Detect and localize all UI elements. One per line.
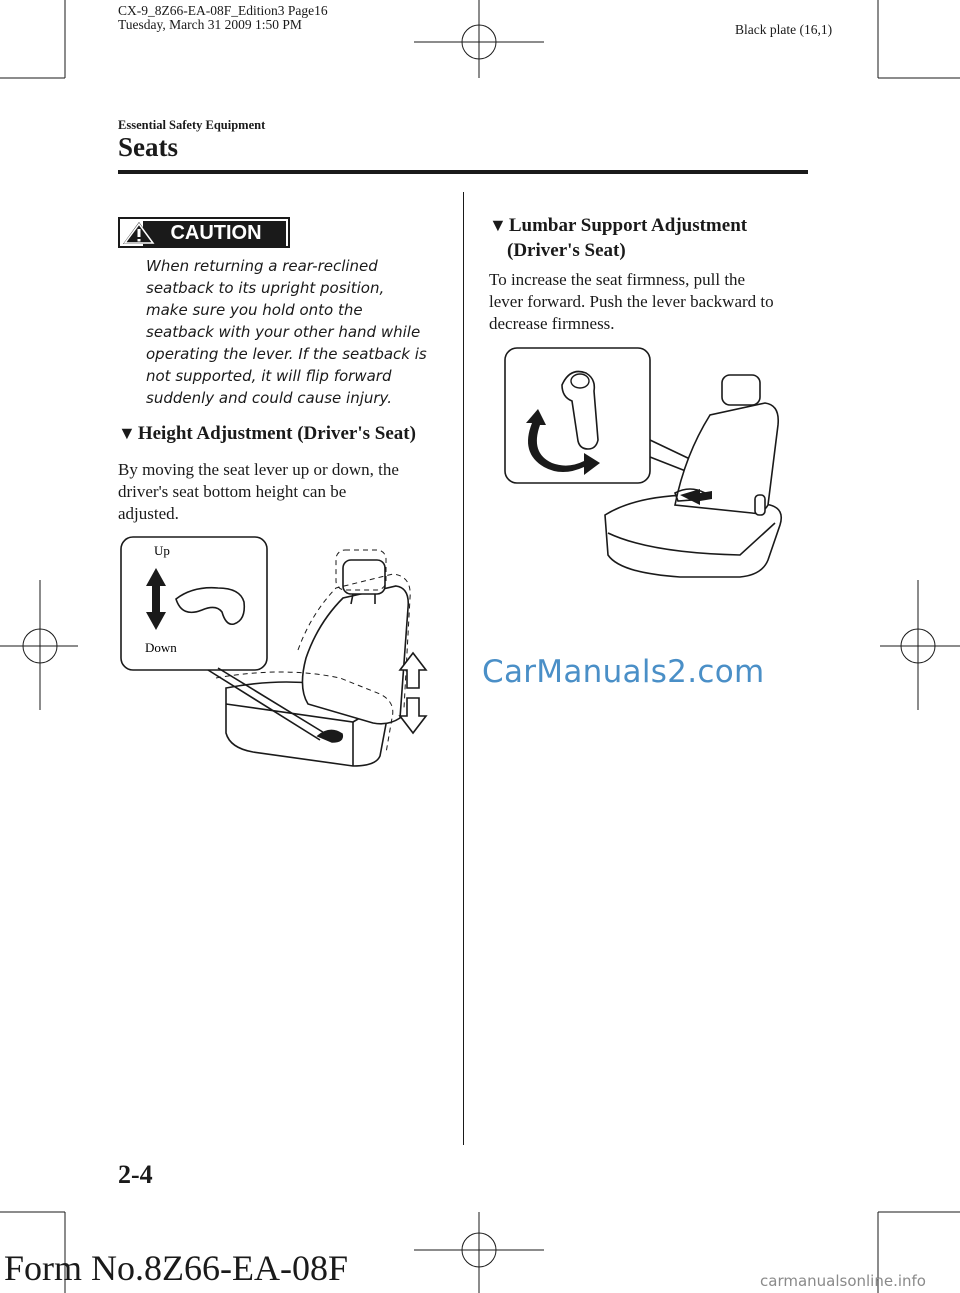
page-title: Seats <box>118 132 178 162</box>
body-line: To increase the seat firmness, pull the <box>489 270 746 289</box>
watermark: CarManuals2.com <box>482 654 765 690</box>
body-line: decrease firmness. <box>489 314 615 333</box>
page-number: 2-4 <box>118 1160 153 1189</box>
column-divider <box>463 192 464 1145</box>
section-marker-icon: ▼ <box>118 423 136 443</box>
height-adjustment-illustration <box>118 528 458 773</box>
caution-line: operating the lever. If the seatback is <box>146 345 427 363</box>
height-adjustment-heading <box>118 421 416 446</box>
section-category: Essential Safety Equipment <box>118 118 266 132</box>
caution-line: When returning a rear-reclined <box>146 257 378 275</box>
lumbar-support-heading-line2: (Driver's Seat) <box>507 240 626 261</box>
print-info <box>118 4 328 32</box>
body-line: lever forward. Push the lever backward to <box>489 292 774 311</box>
caution-line: suddenly and could cause injury. <box>146 389 393 407</box>
caution-line: make sure you hold onto the <box>146 301 363 319</box>
caution-line: seatback to its upright position, <box>146 279 385 297</box>
form-number: Form No.8Z66-EA-08F <box>4 1248 348 1288</box>
height-adjustment-body <box>118 459 458 525</box>
caution-text <box>146 255 446 409</box>
title-rule <box>118 170 808 174</box>
label-up: Up <box>154 543 170 558</box>
lumbar-support-illustration <box>500 345 810 585</box>
caution-label: CAUTION <box>170 222 262 244</box>
lumbar-support-heading <box>489 213 819 263</box>
lumbar-support-body <box>489 269 819 335</box>
body-line: By moving the seat lever up or down, the <box>118 460 399 479</box>
lumbar-support-heading-line1: Lumbar Support Adjustment <box>508 215 748 236</box>
height-adjustment-heading-text: Height Adjustment (Driver's Seat) <box>137 423 416 444</box>
print-info-line1: CX-9_8Z66-EA-08F_Edition3 Page16 <box>118 3 328 18</box>
caution-line: seatback with your other hand while <box>146 323 421 341</box>
label-down: Down <box>145 640 177 655</box>
caution-line: not supported, it will flip forward <box>146 367 392 385</box>
site-watermark: carmanualsonline.info <box>760 1272 926 1290</box>
print-info-line2: Tuesday, March 31 2009 1:50 PM <box>118 17 302 32</box>
body-line: adjusted. <box>118 504 179 523</box>
plate-label: Black plate (16,1) <box>735 22 833 37</box>
section-marker-icon: ▼ <box>489 215 507 235</box>
body-line: driver's seat bottom height can be <box>118 482 347 501</box>
